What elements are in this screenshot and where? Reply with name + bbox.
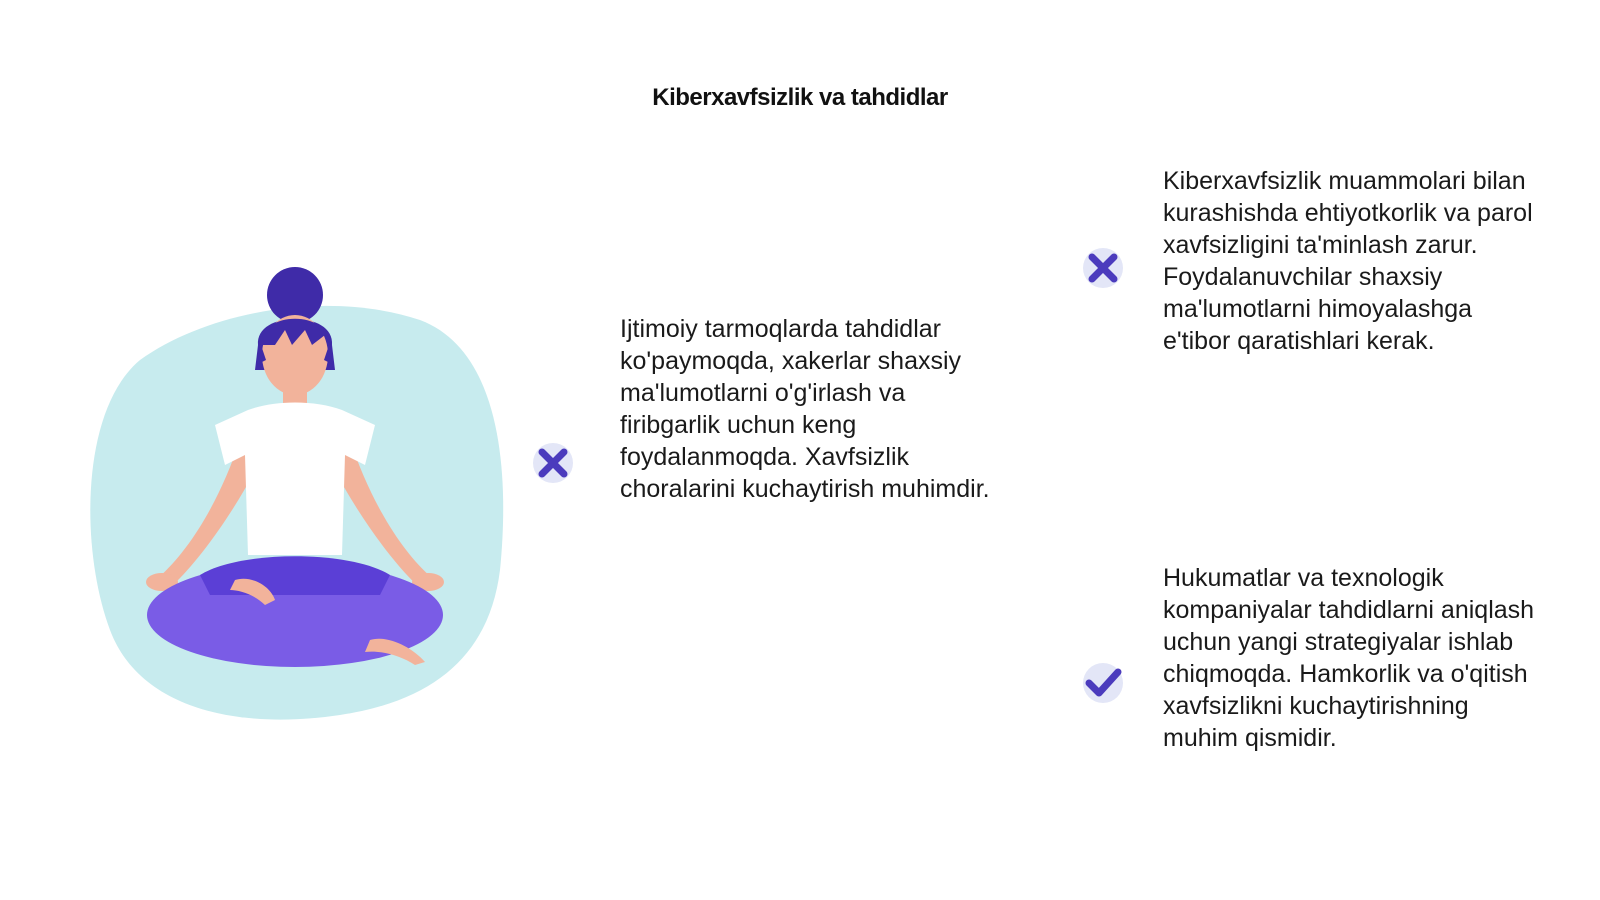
check-mark-icon [1080,660,1126,706]
point-text-2: Kiberxavfsizlik muammolari bilan kurashishda ehtiyotkorlik va parol xavfsizligini ta'minlash zarur. Foydalanuvchilar shaxsiy ma'lumotlarni himoyalashga e'tibor qaratishlari kerak. [1163,167,1533,355]
meditating-woman-illustration [80,250,530,740]
point-text-3: Hukumatlar va texnologik kompaniyalar tahdidlarni aniqlash uchun yangi strategiyalar ishlab chiqmoqda. Hamkorlik va o'qitish xavfsizlikni kuchaytirishning muhim qismidir. [1163,564,1535,752]
x-mark-icon [1080,245,1126,291]
point-text-1: Ijtimoiy tarmoqlarda tahdidlar ko'paymoqda, xakerlar shaxsiy ma'lumotlarni o'g'irlash va firibgarlik uchun keng foydalanmoqda. Xavfsizlik choralarini kuchaytirish muhimdir. [620,315,990,503]
slide-title: Kiberxavfsizlik va tahdidlar [652,84,948,111]
x-mark-icon [530,440,576,486]
